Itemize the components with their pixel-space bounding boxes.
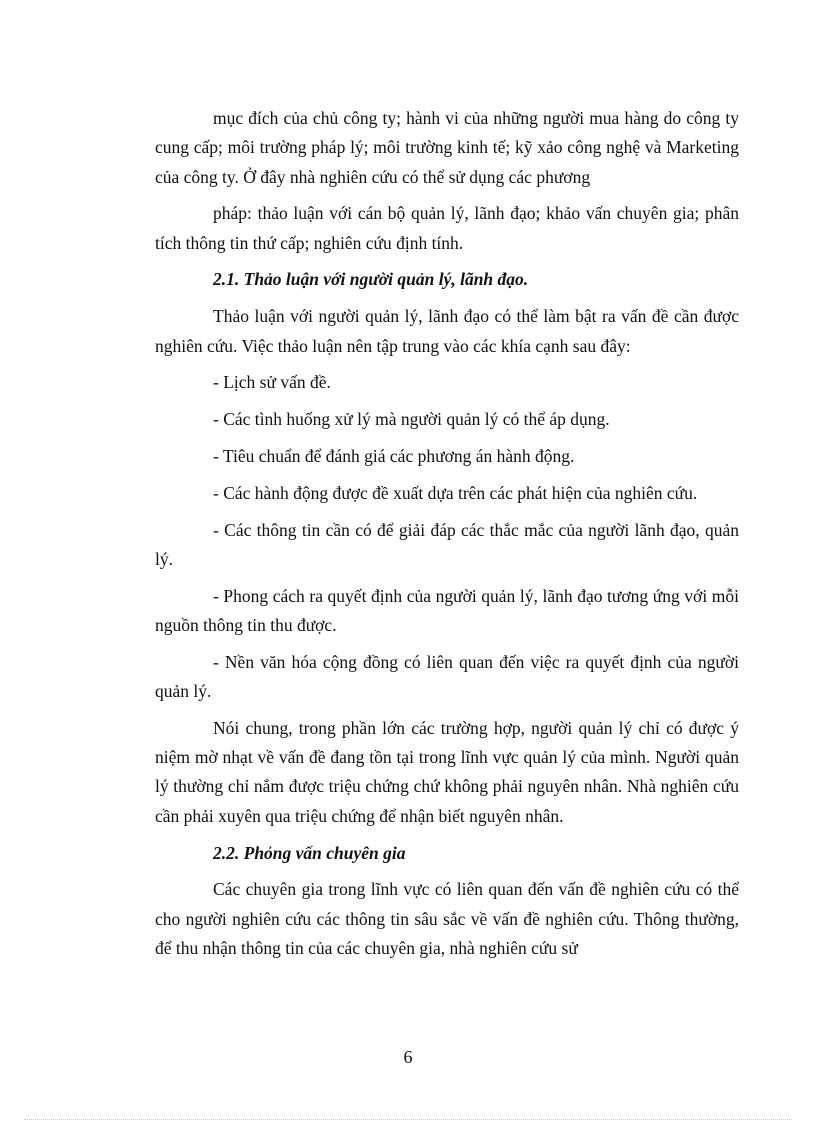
body-text bbox=[155, 104, 739, 971]
bullet-item: - Các hành động được đề xuất dựa trên các phát hiện của nghiên cứu. bbox=[213, 482, 698, 503]
paragraph-continuation: mục đích của chủ công ty; hành vi của những người mua hàng do công ty cung cấp; môi trường pháp lý; môi trường kinh tế; kỹ xảo công nghệ và Marketing của công ty. Ở đây nhà nghiên cứu có thể sử dụng các phương bbox=[155, 108, 739, 187]
bullet-item: - Các tình huống xử lý mà người quản lý có thể áp dụng. bbox=[213, 409, 610, 430]
section-heading-2-1: 2.1. Thảo luận với người quản lý, lãnh đạo. bbox=[213, 269, 529, 290]
section-1-intro: Thảo luận với người quản lý, lãnh đạo có thể làm bật ra vấn đề cần được nghiên cứu. Việc thảo luận nên tập trung vào các khía cạnh sau đây: bbox=[155, 306, 739, 356]
page-bottom-divider bbox=[24, 1119, 792, 1120]
paragraph-methods: pháp: thảo luận với cán bộ quản lý, lãnh đạo; khảo vấn chuyên gia; phân tích thông tin thứ cấp; nghiên cứu định tính. bbox=[155, 203, 739, 253]
bullet-item: - Lịch sử vấn đề. bbox=[213, 372, 331, 393]
section-2-intro: Các chuyên gia trong lĩnh vực có liên quan đến vấn đề nghiên cứu có thể cho người nghiên cứu các thông tin sâu sắc về vấn đề nghiên cứu. Thông thường, để thu nhận thông tin của các chuyên gia, nhà nghiên cứu sử bbox=[155, 879, 739, 958]
bullet-item: - Các thông tin cần có để giải đáp các thắc mắc của người lãnh đạo, quản lý. bbox=[155, 519, 739, 569]
bullet-item: - Nền văn hóa cộng đồng có liên quan đến việc ra quyết định của người quản lý. bbox=[155, 651, 739, 702]
bullet-item: - Phong cách ra quyết định của người quản lý, lãnh đạo tương ứng với mỗi nguồn thông tin thu được. bbox=[155, 585, 739, 635]
section-1-conclusion: Nói chung, trong phần lớn các trường hợp, người quản lý chỉ có được ý niệm mờ nhạt về vấn đề đang tồn tại trong lĩnh vực quản lý của mình. Người quản lý thường chỉ nắm được triệu chứng chứ không phải nguyên nhân. Nhà nghiên cứu cần phải xuyên qua triệu chứng để nhận biết nguyên nhân. bbox=[155, 717, 739, 826]
section-heading-2-2: 2.2. Phỏng vấn chuyên gia bbox=[213, 842, 406, 863]
bullet-item: - Tiêu chuẩn để đánh giá các phương án hành động. bbox=[213, 445, 575, 466]
page-number: 6 bbox=[403, 1047, 413, 1067]
